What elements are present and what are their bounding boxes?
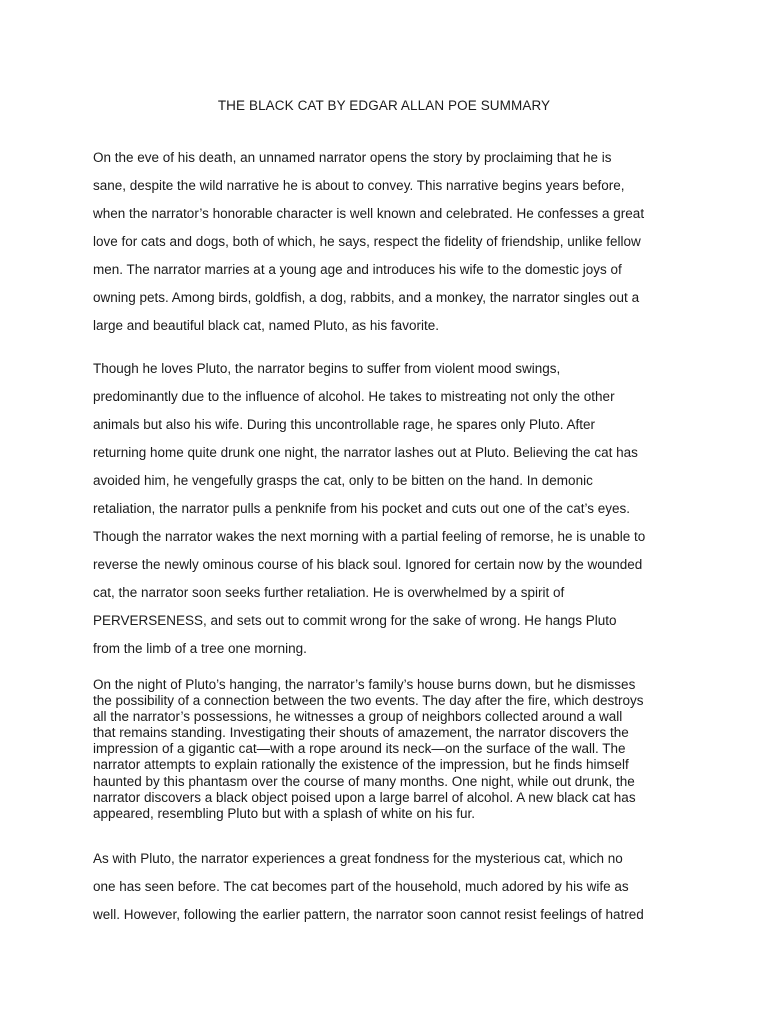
paragraph-line: well. However, following the earlier pattern, the narrator soon cannot resist feelings of hatred: [93, 907, 644, 922]
paragraph-line: that remains standing. Investigating their shouts of amazement, the narrator discovers the: [93, 725, 629, 741]
paragraph-line: from the limb of a tree one morning.: [93, 641, 307, 656]
paragraph-line: PERVERSENESS, and sets out to commit wrong for the sake of wrong. He hangs Pluto: [93, 613, 617, 628]
paragraph-line: owning pets. Among birds, goldfish, a dog, rabbits, and a monkey, the narrator singles out a: [93, 290, 640, 305]
paragraph-line: returning home quite drunk one night, the narrator lashes out at Pluto. Believing the cat has: [93, 445, 638, 460]
paragraph-line: avoided him, he vengefully grasps the cat, only to be bitten on the hand. In demonic: [93, 473, 593, 488]
paragraph-line: animals but also his wife. During this uncontrollable rage, he spares only Pluto. After: [93, 417, 596, 432]
paragraph-line: one has seen before. The cat becomes part of the household, much adored by his wife as: [93, 879, 629, 894]
paragraph-4: [93, 845, 683, 929]
paragraph-line: all the narrator’s possessions, he witnesses a group of neighbors collected around a wall: [93, 709, 623, 725]
paragraph-line: haunted by this phantasm over the course of many months. One night, while out drunk, the: [93, 773, 635, 789]
paragraph-line: men. The narrator marries at a young age and introduces his wife to the domestic joys of: [93, 262, 622, 277]
paragraph-line: retaliation, the narrator pulls a penknife from his pocket and cuts out one of the cat’s eyes.: [93, 501, 631, 516]
paragraph-line: narrator attempts to explain rationally the existence of the impression, but he finds himself: [93, 757, 629, 773]
paragraph-1: [93, 144, 683, 340]
document-title: THE BLACK CAT BY EDGAR ALLAN POE SUMMARY: [217, 98, 551, 113]
paragraph-line: appeared, resembling Pluto but with a splash of white on his fur.: [93, 805, 475, 821]
paragraph-line: On the eve of his death, an unnamed narrator opens the story by proclaiming that he is: [93, 150, 612, 165]
paragraph-line: love for cats and dogs, both of which, he says, respect the fidelity of friendship, unlike fellow: [93, 234, 641, 249]
paragraph-line: On the night of Pluto’s hanging, the narrator’s family’s house burns down, but he dismisses: [93, 677, 636, 692]
paragraph-line: impression of a gigantic cat—with a rope around its neck—on the surface of the wall. The: [93, 741, 626, 757]
paragraph-line: narrator discovers a black object poised upon a large barrel of alcohol. A new black cat has: [93, 789, 636, 805]
paragraph-3: [93, 677, 683, 822]
paragraph-line: predominantly due to the influence of alcohol. He takes to mistreating not only the other: [93, 389, 615, 404]
paragraph-line: sane, despite the wild narrative he is about to convey. This narrative begins years before,: [93, 178, 625, 193]
paragraph-2: [93, 355, 683, 663]
paragraph-line: cat, the narrator soon seeks further retaliation. He is overwhelmed by a spirit of: [93, 585, 565, 600]
paragraph-line: Though he loves Pluto, the narrator begins to suffer from violent mood swings,: [93, 361, 561, 376]
paragraph-line: large and beautiful black cat, named Pluto, as his favorite.: [93, 318, 439, 333]
paragraph-line: As with Pluto, the narrator experiences a great fondness for the mysterious cat, which no: [93, 851, 623, 866]
paragraph-line: Though the narrator wakes the next morning with a partial feeling of remorse, he is unable to: [93, 529, 646, 544]
paragraph-line: when the narrator’s honorable character is well known and celebrated. He confesses a great: [93, 206, 645, 221]
paragraph-line: the possibility of a connection between the two events. The day after the fire, which destroys: [93, 693, 644, 709]
paragraph-line: reverse the newly ominous course of his black soul. Ignored for certain now by the wounded: [93, 557, 643, 572]
